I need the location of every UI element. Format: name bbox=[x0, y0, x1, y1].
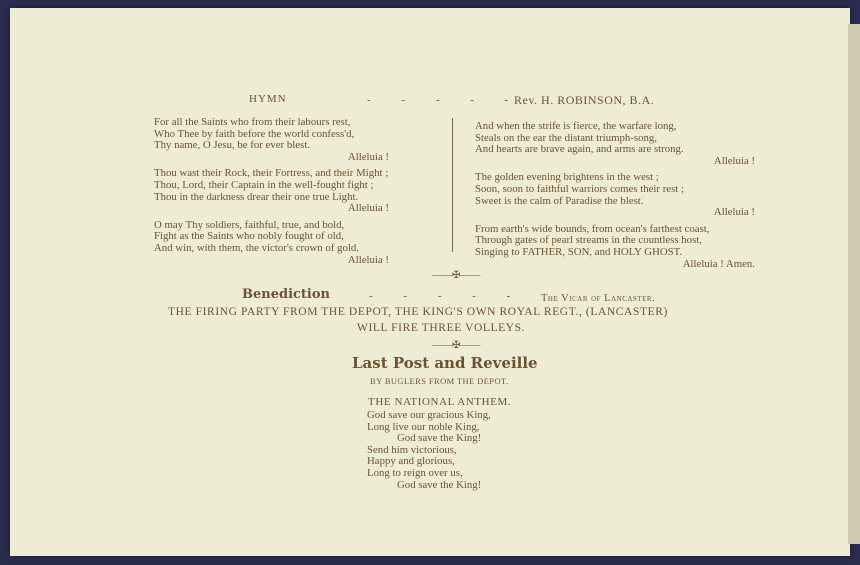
benediction-title: Benediction bbox=[242, 287, 330, 302]
hymn-stanza bbox=[154, 117, 389, 163]
hymn-author: Rev. H. ROBINSON, B.A. bbox=[514, 93, 655, 107]
verse-line: For all the Saints who from their labours rest, bbox=[154, 116, 351, 128]
alleluia: Alleluia ! bbox=[347, 202, 389, 215]
benediction-officiant: The Vicar of Lancaster. bbox=[541, 293, 656, 304]
hymn-stanza bbox=[154, 168, 389, 214]
hymn-right-column bbox=[475, 121, 755, 275]
cross-ornament-icon: ——✠—— bbox=[432, 340, 481, 351]
anthem-line: Happy and glorious, bbox=[367, 455, 455, 468]
anthem-line: Long to reign over us, bbox=[367, 466, 463, 479]
verse-line: Sweet is the calm of Paradise the blest. bbox=[475, 194, 644, 207]
hymn-title: HYMN bbox=[249, 93, 287, 105]
anthem-line: Send him victorious, bbox=[367, 443, 457, 456]
anthem-line: God save our gracious King, bbox=[367, 409, 491, 421]
verse-line: Singing to FATHER, SON, and HOLY GHOST. bbox=[475, 245, 683, 258]
firing-party-line-2: WILL FIRE THREE VOLLEYS. bbox=[357, 322, 526, 334]
benediction-leader-dots: - - - - - bbox=[369, 290, 525, 302]
verse-line: From earth's wide bounds, from ocean's farthest coast, bbox=[475, 222, 710, 235]
hymn-stanza bbox=[475, 121, 755, 167]
firing-party-line-1: THE FIRING PARTY FROM THE DEPOT, THE KING'S OWN ROYAL REGT., (LANCASTER) bbox=[168, 306, 668, 318]
hymn-left-column bbox=[154, 117, 389, 271]
verse-line: Steals on the ear the distant triumph-song, bbox=[475, 131, 658, 144]
verse-line: Soon, soon to faithful warriors comes their rest ; bbox=[475, 182, 684, 195]
anthem-line: God save the King! bbox=[397, 432, 482, 445]
hymn-stanza bbox=[475, 224, 755, 270]
alleluia: Alleluia ! bbox=[347, 150, 389, 163]
alleluia: Alleluia ! Amen. bbox=[682, 257, 755, 270]
verse-line: And when the strife is fierce, the warfare long, bbox=[475, 120, 677, 132]
verse-line: The golden evening brightens in the west ; bbox=[475, 171, 659, 184]
verse-line: Thou, Lord, their Captain in the well-fought fight ; bbox=[154, 178, 374, 191]
hymn-stanza bbox=[475, 172, 755, 218]
last-post-subtitle: BY BUGLERS FROM THE DEPOT. bbox=[370, 376, 509, 386]
anthem-title: THE NATIONAL ANTHEM. bbox=[368, 396, 512, 408]
verse-line: Thy name, O Jesu, be for ever blest. bbox=[154, 139, 310, 152]
verse-line: Thou wast their Rock, their Fortress, and their Might ; bbox=[154, 167, 389, 180]
verse-line: Who Thee by faith before the world confess'd, bbox=[154, 127, 355, 140]
alleluia: Alleluia ! bbox=[713, 206, 755, 219]
page-edge bbox=[848, 24, 860, 544]
anthem-line: God save the King! bbox=[397, 478, 482, 491]
hymn-leader-dots: - - - - - bbox=[367, 94, 523, 106]
column-divider bbox=[452, 118, 453, 252]
anthem-verse bbox=[367, 410, 491, 491]
anthem-line: Long live our noble King, bbox=[367, 420, 480, 433]
alleluia: Alleluia ! bbox=[347, 253, 389, 266]
verse-line: Thou in the darkness drear their one true Light. bbox=[154, 190, 359, 203]
alleluia: Alleluia ! bbox=[713, 154, 755, 167]
verse-line: Through gates of pearl streams in the countless host, bbox=[475, 234, 702, 247]
hymn-stanza bbox=[154, 220, 389, 266]
verse-line: O may Thy soldiers, faithful, true, and bold, bbox=[154, 218, 345, 231]
verse-line: And hearts are brave again, and arms are strong. bbox=[475, 143, 684, 156]
cross-ornament-icon: ——✠—— bbox=[432, 270, 481, 281]
last-post-title: Last Post and Reveille bbox=[352, 354, 538, 372]
verse-line: And win, with them, the victor's crown of gold. bbox=[154, 241, 359, 254]
verse-line: Fight as the Saints who nobly fought of old, bbox=[154, 230, 344, 243]
